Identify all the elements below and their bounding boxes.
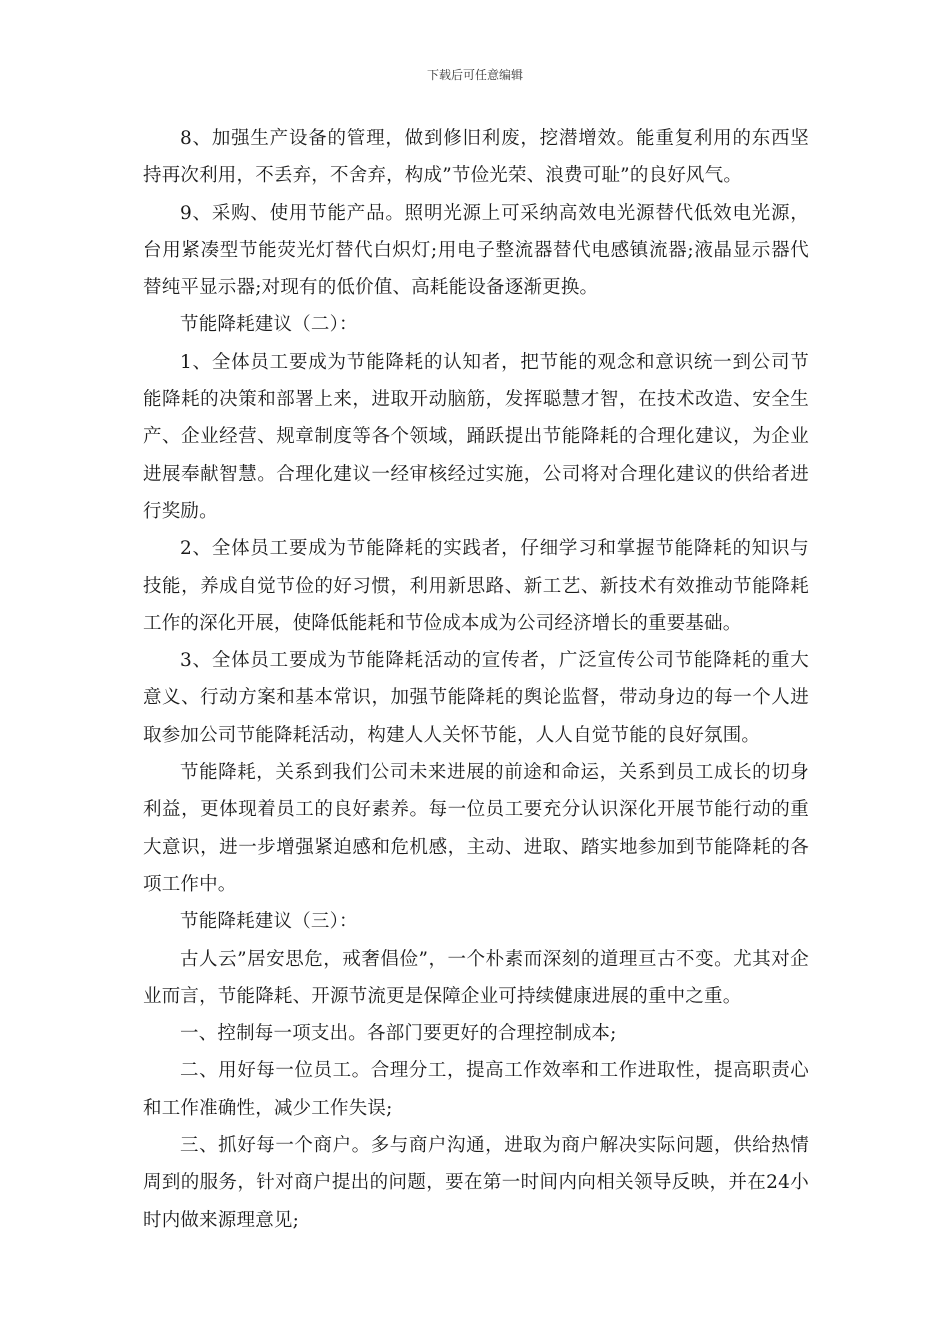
paragraph-point-3: 3、全体员工要成为节能降耗活动的宣传者，广泛宣传公司节能降耗的重大意义、行动方案和基本常识，加强节能降耗的舆论监督，带动身边的每一个人进取参加公司节能降耗活动，构建人人关怀节能，人人自觉节能的良好氛围。	[143, 650, 809, 746]
section-heading-3: 节能降耗建议（三）：	[180, 911, 358, 933]
page-header: 下载后可任意编辑	[426, 68, 523, 82]
paragraph-item-three: 三、抓好每一个商户。多与商户沟通，进取为商户解决实际问题，供给热情周到的服务，针对商户提出的问题，要在第一时间内向相关领导反映，并在24小时内做来源理意见;	[143, 1135, 809, 1231]
paragraph-point-2: 2、全体员工要成为节能降耗的实践者，仔细学习和掌握节能降耗的知识与技能，养成自觉节俭的好习惯，利用新思路、新工艺、新技术有效推动节能降耗工作的深化开展，使降低能耗和节俭成本成为公司经济增长的重要基础。	[143, 538, 809, 634]
paragraph-summary: 节能降耗，关系到我们公司未来进展的前途和命运，关系到员工成长的切身利益，更体现着员工的良好素养。每一位员工要充分认识深化开展节能行动的重大意识，进一步增强紧迫感和危机感，主动、进取、踏实地参加到节能降耗的各项工作中。	[143, 762, 809, 895]
paragraph-item-9: 9、采购、使用节能产品。照明光源上可采纳高效电光源替代低效电光源，台用紧凑型节能荧光灯替代白炽灯;用电子整流器替代电感镇流器;液晶显示器代替纯平显示器;对现有的低价值、高耗能设备逐渐更换。	[143, 202, 809, 299]
section-heading-2: 节能降耗建议（二）：	[180, 314, 358, 336]
paragraph-intro: 古人云”居安思危，戒奢倡俭”，一个朴素而深刻的道理亘古不变。尤其对企业而言，节能降耗、开源节流更是保障企业可持续健康进展的重中之重。	[143, 948, 809, 1007]
paragraph-item-two: 二、用好每一位员工。合理分工，提高工作效率和工作进取性，提高职责心和工作准确性，减少工作失误;	[143, 1060, 809, 1119]
paragraph-item-8: 8、加强生产设备的管理，做到修旧利废，挖潜增效。能重复利用的东西坚持再次利用，不丢弃，不舍弃，构成”节俭光荣、浪费可耻”的良好风气。	[143, 128, 809, 187]
document-body	[143, 120, 809, 1239]
paragraph-item-one: 一、控制每一项支出。各部门要更好的合理控制成本;	[180, 1023, 617, 1045]
paragraph-point-1: 1、全体员工要成为节能降耗的认知者，把节能的观念和意识统一到公司节能降耗的决策和部署上来，进取开动脑筋，发挥聪慧才智，在技术改造、安全生产、企业经营、规章制度等各个领域，踊跃提出节能降耗的合理化建议，为企业进展奉献智慧。合理化建议一经审核经过实施，公司将对合理化建议的供给者进行奖励。	[143, 351, 809, 522]
